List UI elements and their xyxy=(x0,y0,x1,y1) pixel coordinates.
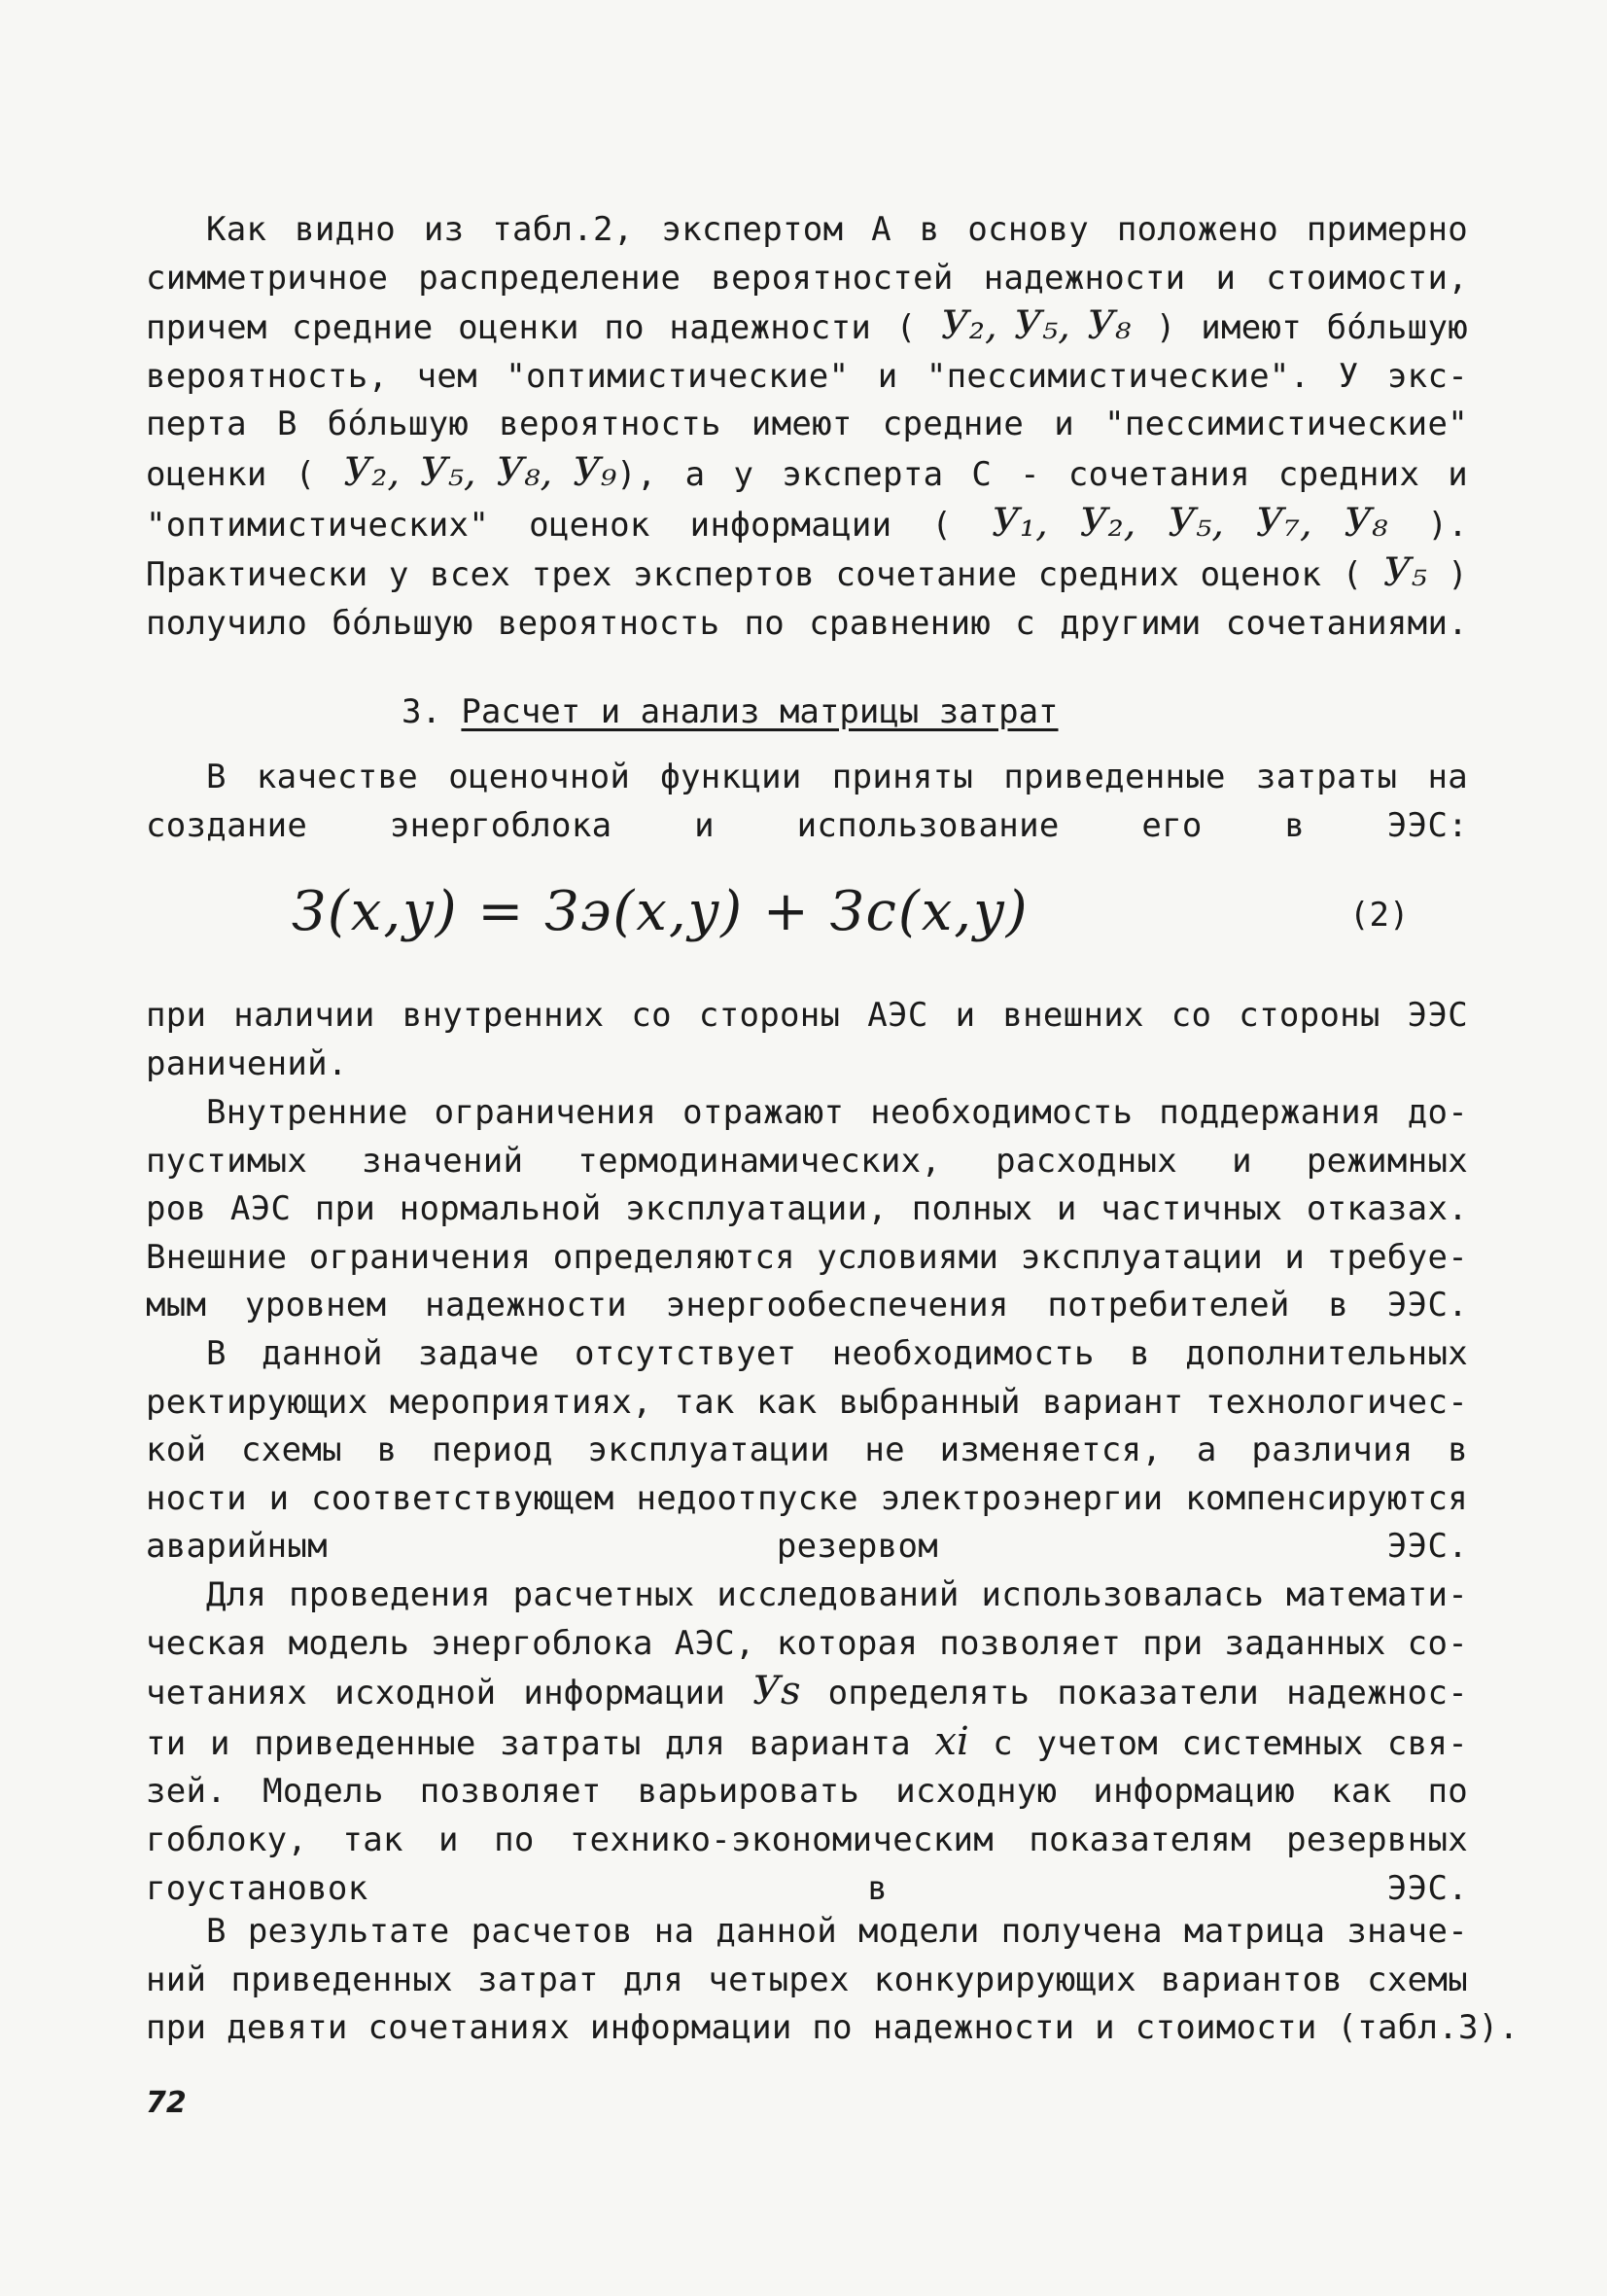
text-line: ческая модель энергоблока АЭС, которая позволяет при заданных со- xyxy=(146,1623,1468,1663)
text-line: В результате расчетов на данной модели получена матрица значе- xyxy=(206,1912,1468,1951)
text-line: Как видно из табл.2, экспертом А в основу положено примерно xyxy=(206,210,1468,249)
variable-y-set: У₂, У₅, У₈ xyxy=(941,303,1132,349)
text-line: кой схемы в период эксплуатации не изменяется, а различия в xyxy=(146,1431,1468,1470)
text-line: В данной задаче отсутствует необходимость в дополнительных xyxy=(206,1334,1468,1373)
text-line: мым уровнем надежности энергообеспечения потребителей в ЭЭС. xyxy=(146,1286,1468,1325)
text-line: гоблоку, так и по технико-экономическим показателям резервных xyxy=(146,1819,1468,1859)
text-line: причем средние оценки по надежности ( У₂, У₅, У₈ ) имеют бо́льшую xyxy=(146,303,1468,349)
text-line: зей. Модель позволяет варьировать исходную информацию как по xyxy=(146,1772,1468,1812)
variable-x-i: xi xyxy=(934,1718,969,1764)
text-line: создание энергоблока и использование его в ЭЭС: xyxy=(146,805,1468,845)
variable-y-set: У₂, У₅, У₈, У₉ xyxy=(343,449,617,495)
text-line: получило бо́льшую вероятность по сравнению с другими сочетаниями. xyxy=(146,603,1468,643)
text-line: ний приведенных затрат для четырех конкурирующих вариантов схемы xyxy=(146,1960,1468,1999)
paragraph-1 xyxy=(146,206,1468,648)
text-line: Практически у всех трех экспертов сочетание средних оценок ( У₅ ) xyxy=(146,550,1469,596)
text-line: Внутренние ограничения отражают необходимость поддержания до- xyxy=(206,1093,1468,1132)
text-line: ности и соответствующем недоотпуске электроэнергии компенсируются xyxy=(146,1478,1468,1518)
variable-y: У₅ xyxy=(1382,550,1427,596)
section-heading xyxy=(402,689,1059,737)
text-line: Для проведения расчетных исследований использовалась математи- xyxy=(206,1575,1468,1614)
text-line: пустимых значений термодинамических, расходных и режимных xyxy=(146,1141,1468,1181)
variable-y-set: У₁, У₂, У₅, У₇, У₈ xyxy=(992,500,1388,546)
paragraph-6 xyxy=(146,1572,1468,1913)
text-line: четаниях исходной информации Уs определять показатели надежнос- xyxy=(146,1669,1468,1714)
text-line: перта В бо́льшую вероятность имеют средние и "пессимистические" xyxy=(146,405,1468,444)
text-line: при девяти сочетаниях информации по надежности и стоимости (табл.3). xyxy=(146,2008,1520,2048)
text-line: раничений. xyxy=(146,1043,348,1083)
text-line: гоустановок в ЭЭС. xyxy=(146,1868,1468,1908)
text-line: вероятность, чем "оптимистические" и "пессимистические". У экс- xyxy=(146,356,1468,396)
paragraph-5 xyxy=(146,1330,1468,1572)
page-number: 72 xyxy=(146,2086,187,2120)
text-line: при наличии внутренних со стороны АЭС и внешних со стороны ЭЭС xyxy=(146,996,1468,1035)
text-line: Внешние ограничения определяются условиями эксплуатации и требуе- xyxy=(146,1237,1468,1277)
section-number: 3. xyxy=(402,692,462,731)
text-line: симметричное распределение вероятностей надежности и стоимости, xyxy=(146,258,1468,298)
equation-number: (2) xyxy=(1349,896,1410,935)
paragraph-4 xyxy=(146,1089,1468,1330)
text-line: аварийным резервом ЭЭС. xyxy=(146,1527,1468,1567)
paragraph-3 xyxy=(146,992,1468,1088)
text-line: В качестве оценочной функции приняты приведенные затраты на xyxy=(206,758,1468,796)
text-line: оценки ( У₂, У₅, У₈, У₉), а у эксперта С - сочетания средних и xyxy=(146,449,1468,495)
paragraph-7 xyxy=(146,1908,1520,2053)
text-line: "оптимистических" оценок информации ( У₁, У₂, У₅, У₇, У₈ ). xyxy=(146,500,1469,546)
variable-y-s: Уs xyxy=(752,1669,801,1714)
text-line: ров АЭС при нормальной эксплуатации, полных и частичных отказах. xyxy=(146,1189,1468,1229)
section-title: Расчет и анализ матрицы затрат xyxy=(461,692,1059,731)
formula: З(x,y) = Зэ(x,y) + Зс(x,y) xyxy=(292,880,1030,943)
paragraph-2 xyxy=(146,754,1468,850)
text-line: ти и приведенные затраты для варианта xi с учетом системных свя- xyxy=(146,1718,1469,1764)
text-line: ректирующих мероприятиях, так как выбранный вариант технологичес- xyxy=(146,1382,1468,1422)
